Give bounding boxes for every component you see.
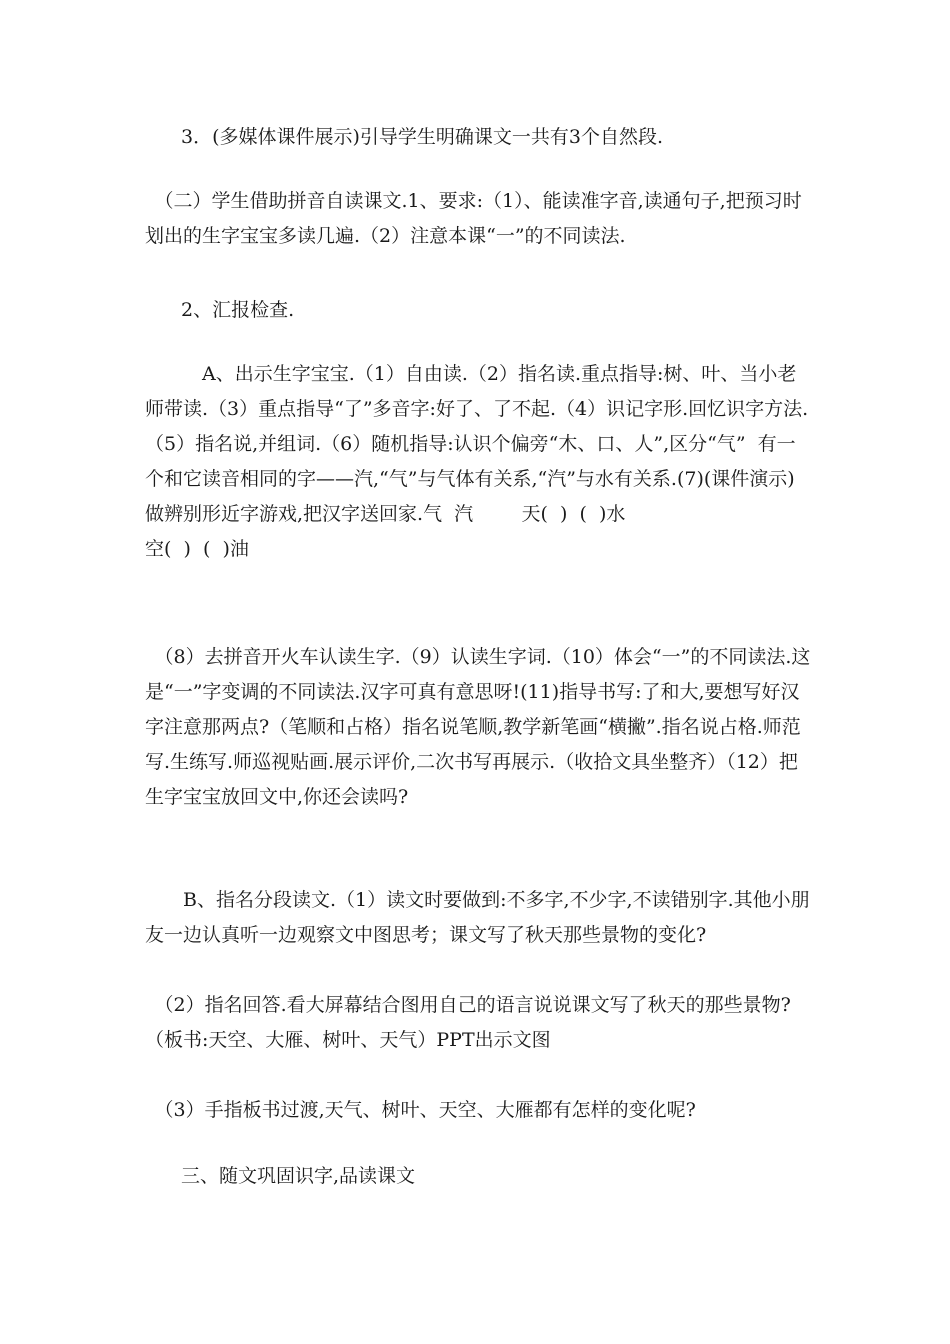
section-heading: 三、随文巩固识字,品读课文 [181,1165,416,1187]
paragraph-5: （8）去拼音开火车认读生字.（9）认读生字词.（10）体会“一”的不同读法.这是“一”字变调的不同读法.汉字可真有意思呀!(11)指导书写:了和大,要想写好汉字注意那两点?（笔顺和占格）指名说笔顺,教学新笔画“横撇”.指名说占格.师范写.生练写.师巡视贴画.展示评价,二次书写再展示.（收拾文具坐整齐）（12）把生字宝宝放回文中,你还会读吗? [145,646,811,808]
paragraph-7: （2）指名回答.看大屏幕结合图用自己的语言说说课文写了秋天的那些景物?（板书:天空、大雁、树叶、天气）PPT出示文图 [145,994,791,1051]
paragraph-1: 3．(多媒体课件展示)引导学生明确课文一共有3个自然段. [181,126,664,148]
paragraph-6: B、指名分段读文.（1）读文时要做到:不多字,不少字,不读错别字.其他小朋友一边认真听一边观察文中图思考；课文写了秋天那些景物的变化? [145,889,810,946]
paragraph-2: （二）学生借助拼音自读课文.1、要求:（1）、能读准字音,读通句子,把预习时划出的生字宝宝多读几遍.（2）注意本课“一”的不同读法. [145,190,802,247]
paragraph-4: A、出示生字宝宝.（1）自由读.（2）指名读.重点指导:树、叶、当小老师带读.（3）重点指导“了”多音字:好了、了不起.（4）识记字形.回忆识字方法.（5）指名说,并组词.（6）随机指导:认识个偏旁“木、口、人”,区分“气” 有一个和它读音相同的字——汽,“气”与气体有关系,“汽”与水有关系.(7)(课件演示)做辨别形近字游戏,把汉字送回家.气 汽 天( ) ( )水 空( ) ( )油 [145,363,809,560]
paragraph-8: （3）手指板书过渡,天气、树叶、天空、大雁都有怎样的变化呢? [145,1099,696,1121]
paragraph-3: 2、汇报检查. [181,299,295,321]
